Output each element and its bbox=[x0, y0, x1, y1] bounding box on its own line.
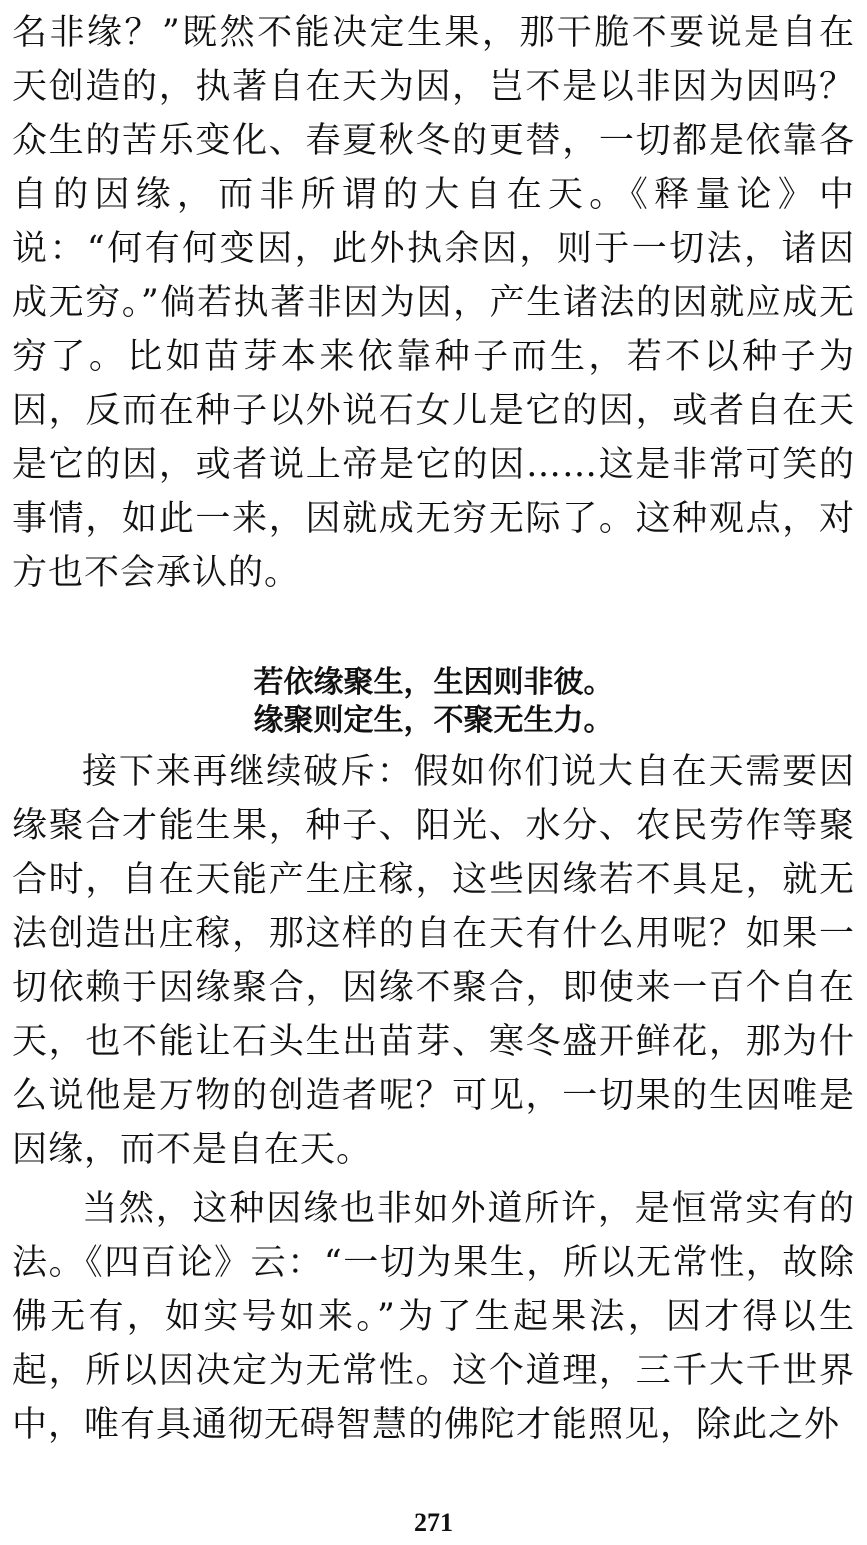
verse-block bbox=[0, 664, 867, 740]
body-paragraph: 当然，这种因缘也非如外道所许，是恒常实有的法。《四百论》云：“一切为果生，所以无常性，故除佛无有，如实号如来。”为了生起果法，因才得以生起，所以因决定为无常性。这个道理，三千大千世界中，唯有具通彻无碍智慧的佛陀才能照见，除此之外 bbox=[12, 1189, 855, 1445]
verse-line: 缘聚则定生，不聚无生力。 bbox=[253, 703, 614, 738]
page-number: 271 bbox=[414, 1508, 453, 1537]
verse-line: 若依缘聚生，生因则非彼。 bbox=[253, 665, 614, 700]
body-paragraph: 接下来再继续破斥：假如你们说大自在天需要因缘聚合才能生果，种子、阳光、水分、农民劳作等聚合时，自在天能产生庄稼，这些因缘若不具足，就无法创造出庄稼，那这样的自在天有什么用呢？如果一切依赖于因缘聚合，因缘不聚合，即使来一百个自在天，也不能让石头生出苗芽、寒冬盛开鲜花，那为什么说他是万物的创造者呢？可见，一切果的生因唯是因缘，而不是自在天。 bbox=[12, 752, 855, 1170]
body-paragraph: 名非缘？”既然不能决定生果，那干脆不要说是自在天创造的，执著自在天为因，岂不是以非因为因吗？众生的苦乐变化、春夏秋冬的更替，一切都是依靠各自的因缘，而非所谓的大自在天。《释量论》中说：“何有何变因，此外执余因，则于一切法，诸因成无穷。”倘若执著非因为因，产生诸法的因就应成无穷了。比如苗芽本来依靠种子而生，若不以种子为因，反而在种子以外说石女儿是它的因，或者自在天是它的因，或者说上帝是它的因……这是非常可笑的事情，如此一来，因就成无穷无际了。这种观点，对方也不会承认的。 bbox=[12, 13, 855, 593]
